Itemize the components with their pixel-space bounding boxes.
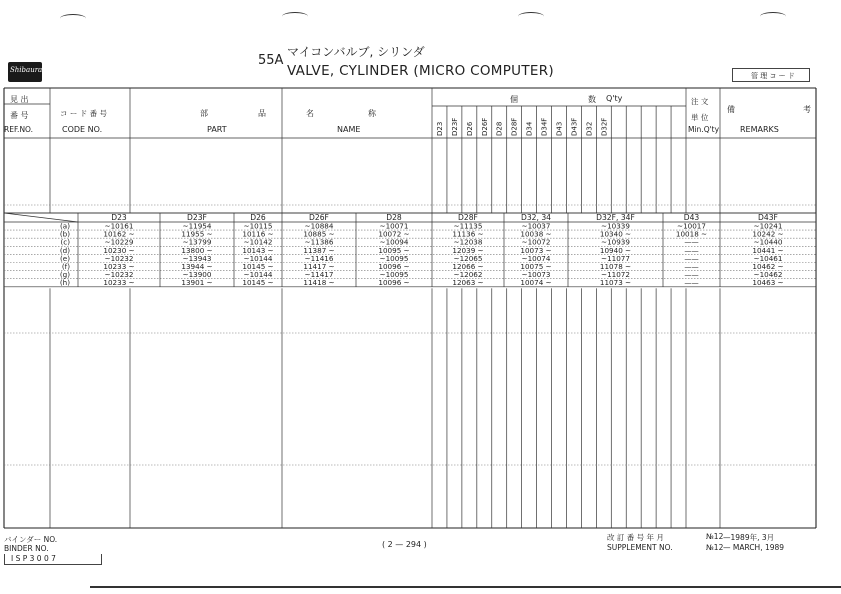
serial-cell-value: ~10144: [243, 270, 273, 280]
serial-cell-value: 12039 ~: [452, 245, 484, 255]
serial-cell-value: 10162 ~: [103, 229, 135, 239]
serial-cell-value: ~10144: [243, 253, 273, 263]
serial-header-label: D32F, 34F: [596, 213, 635, 222]
remarks-jp-2: 考: [803, 105, 811, 114]
serial-cell-value: ~13943: [182, 253, 212, 263]
serial-cell-value: ~10939: [601, 237, 630, 247]
serial-cell-value: 13800 ~: [181, 245, 213, 255]
serial-cell-value: 13901 ~: [181, 278, 213, 288]
serial-cell-value: 10073 ~: [520, 245, 552, 255]
ref-no-jp-2: 番 号: [10, 111, 29, 120]
serial-cell-value: 10242 ~: [752, 229, 784, 239]
serial-cell-value: 10463 ~: [752, 278, 784, 288]
serial-cell-value: ~10071: [379, 221, 409, 231]
serial-header-label: D26F: [309, 213, 329, 222]
serial-cell-value: 10940 ~: [599, 245, 632, 255]
serial-header-label: D28: [386, 213, 402, 222]
serial-cell-value: 13944 ~: [181, 262, 213, 271]
supplement-jp: 改 訂 番 号 年 月: [607, 533, 664, 542]
serial-cell-value: ~10161: [104, 221, 134, 231]
serial-cell-value: 10116 ~: [242, 229, 274, 239]
ref-no-en: REF.NO.: [4, 125, 34, 134]
serial-cell-value: 10233 ~: [103, 262, 135, 271]
name-jp: 名: [306, 109, 314, 118]
serial-cell-value: 10230 ~: [103, 245, 135, 255]
qty-column-label: D34F: [540, 117, 549, 136]
qty-column-label: D43F: [570, 117, 579, 136]
serial-header-label: D23F: [187, 213, 207, 222]
serial-cell-value: ~11417: [304, 270, 334, 280]
serial-cell-value: ~11954: [182, 221, 212, 231]
serial-cell-value: 10145 ~: [242, 262, 274, 271]
qty-en: Q'ty: [606, 94, 623, 103]
binder-code: I S P 3 0 0 7: [11, 554, 56, 563]
serial-header-label: D43F: [758, 213, 778, 222]
serial-header-label: D26: [250, 213, 266, 222]
serial-row-label: (c): [60, 237, 70, 247]
serial-cell-value: ~12038: [453, 237, 483, 247]
serial-cell-value: 10038 ~: [520, 229, 552, 239]
serial-header-label: D43: [683, 213, 700, 222]
serial-cell-value: ~10095: [379, 253, 409, 263]
part-jp: 部: [200, 109, 208, 118]
serial-cell-value: ~11386: [304, 237, 334, 247]
qty-column-label: D28F: [510, 117, 519, 136]
supp-no-1: №12: [706, 532, 724, 541]
serial-cell-value: ~10037: [521, 221, 551, 231]
serial-cell-value: 10441 ~: [752, 245, 784, 255]
qty-jp-2: 数: [588, 95, 596, 104]
serial-cell-value: ——: [684, 245, 699, 255]
serial-cell-value: 10074 ~: [520, 278, 552, 288]
serial-header-label: D28F: [458, 213, 478, 222]
serial-row-label: (d): [59, 245, 70, 255]
part-en: PART: [207, 125, 227, 134]
serial-cell-value: ~10241: [753, 221, 783, 231]
serial-cell-value: ——: [684, 262, 699, 271]
serial-cell-value: 10143 ~: [242, 245, 274, 255]
qty-column-label: D32: [585, 121, 594, 136]
unit-jp: 単 位: [691, 113, 709, 122]
serial-cell-value: 10096 ~: [378, 262, 410, 271]
serial-cell-value: ~10884: [304, 221, 334, 231]
qty-column-label: D32F: [600, 117, 609, 136]
serial-cell-value: ~10073: [521, 270, 551, 280]
logo-text: Shibaura: [10, 66, 43, 74]
serial-cell-value: ~10232: [104, 253, 134, 263]
qty-column-label: D26: [465, 121, 474, 136]
title-english: VALVE, CYLINDER (MICRO COMPUTER): [287, 63, 554, 79]
serial-row-label: (h): [59, 278, 70, 288]
serial-cell-value: 10018 ~: [675, 229, 708, 239]
serial-cell-value: 11387 ~: [303, 245, 335, 255]
scan-bottom-line: [90, 586, 841, 588]
serial-cell-value: ~10461: [753, 253, 783, 263]
supp-no-2: №12: [706, 543, 724, 552]
serial-cell-value: ~10440: [753, 237, 783, 247]
remarks-en: REMARKS: [740, 125, 779, 134]
serial-cell-value: ——: [684, 253, 699, 263]
qty-column-label: D26F: [480, 117, 489, 136]
serial-cell-value: 10462 ~: [752, 262, 784, 271]
serial-cell-value: 10233 ~: [103, 278, 135, 288]
name-en: NAME: [337, 125, 361, 134]
serial-cell-value: ~10142: [243, 237, 273, 247]
binder-code-box: [4, 554, 102, 565]
serial-cell-value: ~10115: [243, 221, 273, 231]
serial-cell-value: 10072 ~: [378, 229, 410, 239]
serial-cell-value: 10145 ~: [242, 278, 274, 288]
name-jp-2: 称: [368, 109, 376, 118]
serial-cell-value: ——: [684, 278, 699, 288]
serial-header-label: D23: [111, 213, 127, 222]
qty-column-label: D34: [525, 121, 534, 136]
serial-cell-value: ~13900: [182, 270, 212, 280]
serial-cell-value: ~11077: [601, 253, 630, 263]
serial-cell-value: ~10232: [104, 270, 134, 280]
serial-row-label: (g): [59, 270, 70, 280]
order-en: Min.Q'ty: [688, 125, 720, 134]
control-code-label: 管 理 コ ー ド: [751, 72, 795, 80]
serial-header-label: D32, 34: [520, 213, 552, 222]
remarks-jp: 備: [727, 105, 735, 114]
serial-cell-value: 11418 ~: [303, 278, 335, 288]
serial-cell-value: 11417 ~: [303, 262, 335, 271]
serial-cell-value: ~10462: [753, 270, 783, 280]
serial-row-label: (b): [59, 229, 70, 239]
serial-cell-value: ~10017: [677, 221, 706, 231]
serial-cell-value: ——: [684, 237, 699, 247]
qty-column-label: D23: [435, 121, 444, 136]
qty-column-label: D43: [555, 121, 564, 136]
supp-date-2: — MARCH, 1989: [723, 543, 785, 552]
serial-cell-value: ——: [684, 270, 699, 280]
page-number: ( 2 — 294 ): [382, 540, 427, 549]
serial-cell-value: 11073 ~: [599, 278, 632, 288]
binder-en: BINDER NO.: [4, 544, 49, 553]
serial-cell-value: 11078 ~: [599, 262, 632, 271]
qty-column-label: D28: [495, 121, 504, 136]
qty-column-label: D23F: [450, 117, 459, 136]
supplement-en: SUPPLEMENT NO.: [607, 543, 673, 552]
serial-row-label: (f): [61, 262, 70, 271]
serial-cell-value: ~10074: [521, 253, 551, 263]
serial-cell-value: ~11416: [304, 253, 334, 263]
serial-cell-value: 12066 ~: [452, 262, 484, 271]
serial-cell-value: ~11072: [601, 270, 630, 280]
serial-cell-value: ~10094: [379, 237, 409, 247]
serial-cell-value: 12063 ~: [452, 278, 484, 288]
code-no-en: CODE NO.: [62, 125, 103, 134]
serial-cell-value: ~13799: [182, 237, 212, 247]
binder-jp: バインダー NO.: [4, 535, 58, 544]
supp-date-1: —1989年, 3月: [723, 533, 775, 542]
serial-cell-value: ~10229: [104, 237, 134, 247]
serial-cell-value: ~10339: [601, 221, 630, 231]
serial-cell-value: ~10095: [379, 270, 409, 280]
qty-jp: 個: [510, 95, 518, 104]
serial-cell-value: ~10072: [521, 237, 551, 247]
serial-cell-value: 11136 ~: [452, 229, 484, 239]
page-code: 55A: [258, 53, 284, 68]
serial-cell-value: 11955 ~: [181, 229, 213, 239]
order-jp: 注 文: [691, 97, 709, 106]
code-no-jp: コ ー ド 番 号: [60, 109, 108, 118]
serial-cell-value: 10340 ~: [599, 229, 632, 239]
serial-cell-value: ~11135: [453, 221, 483, 231]
part-jp-2: 品: [258, 109, 266, 118]
serial-cell-value: 10885 ~: [303, 229, 335, 239]
serial-cell-value: 10095 ~: [378, 245, 410, 255]
serial-row-label: (a): [59, 221, 70, 231]
serial-cell-value: ~12065: [453, 253, 483, 263]
title-japanese: マイコンバルブ, シリンダ: [287, 45, 425, 59]
ref-no-jp-1: 見 出: [10, 95, 29, 104]
serial-cell-value: ~12062: [453, 270, 483, 280]
serial-cell-value: 10096 ~: [378, 278, 410, 288]
serial-row-label: (e): [59, 253, 70, 263]
serial-cell-value: 10075 ~: [520, 262, 552, 271]
